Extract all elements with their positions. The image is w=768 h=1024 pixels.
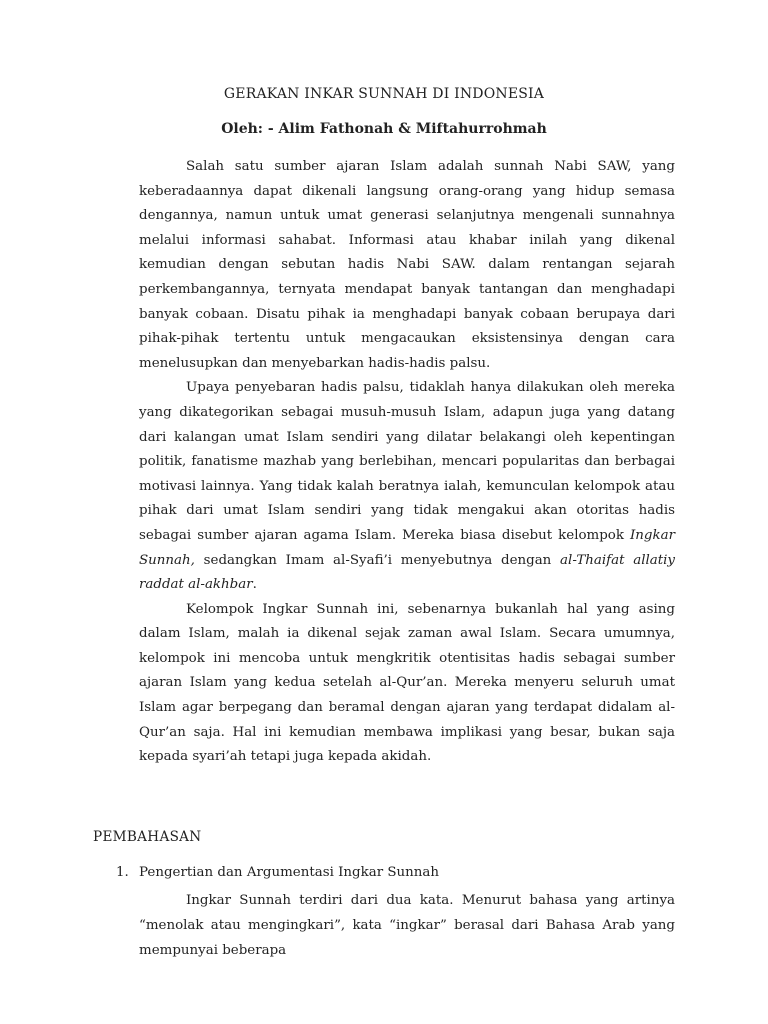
intro-body	[139, 155, 675, 770]
list-item-paragraph: Ingkar Sunnah terdiri dari dua kata. Menurut bahasa yang artinya “menolak atau mengingkari”, kata “ingkar” berasal dari Bahasa Arab yang mempunyai beberapa	[139, 893, 675, 958]
intro-paragraph-2	[139, 376, 675, 597]
intro-paragraph-2-end: .	[252, 577, 257, 593]
intro-paragraph-1: Salah satu sumber ajaran Islam adalah sunnah Nabi SAW, yang keberadaannya dapat dikenali langsung orang-orang yang hidup semasa dengannya, namun untuk umat generasi selanjutnya mengenali sunnahnya melalui informasi sahabat. Informasi atau khabar inilah yang dikenal kemudian dengan sebutan hadis Nabi SAW. dalam rentangan sejarah perkembangannya, ternyata mendapat banyak tantangan dan menghadapi banyak cobaan. Disatu pihak ia menghadapi banyak cobaan berupaya dari pihak-pihak tertentu untuk mengacaukan eksistensinya dengan cara menelusupkan dan menyebarkan hadis-hadis palsu.	[139, 159, 675, 371]
document-title: GERAKAN INKAR SUNNAH DI INDONESIA	[223, 86, 545, 102]
term-al-thaifat: al-Thaifat allatiy raddat al-akhbar	[139, 552, 675, 593]
intro-paragraph-2-text: Upaya penyebaran hadis palsu, tidaklah hanya dilakukan oleh mereka yang dikategorikan sebagai musuh-musuh Islam, adapun juga yang datang dari kalangan umat Islam sendiri yang dilatar belakangi oleh kepentingan politik, fanatisme mazhab yang berlebihan, mencari popularitas dan berbagai motivasi lainnya. Yang tidak kalah beratnya ialah, kemunculan kelompok atau pihak dari umat Islam sendiri yang tidak mengakui akan otoritas hadis sebagai sumber ajaran agama Islam. Mereka biasa disebut kelompok	[139, 380, 675, 543]
list-item-title: Pengertian dan Argumentasi Ingkar Sunnah	[139, 865, 440, 880]
intro-paragraph-3: Kelompok Ingkar Sunnah ini, sebenarnya bukanlah hal yang asing dalam Islam, malah ia dikenal sejak zaman awal Islam. Secara umumnya, kelompok ini mencoba untuk mengkritik otentisitas hadis sebagai sumber ajaran Islam yang kedua setelah al-Qur’an. Mereka menyeru seluruh umat Islam agar berpegang dan beramal dengan ajaran yang terdapat didalam al-Qur’an saja. Hal ini kemudian membawa implikasi yang besar, bukan saja kepada syari’ah tetapi juga kepada akidah.	[139, 601, 675, 765]
section-heading: PEMBAHASAN	[93, 829, 202, 845]
document-author: Oleh: - Alim Fathonah & Miftahurrohmah	[221, 121, 547, 137]
list-item-body	[139, 888, 675, 963]
term-ingkar-sunnah: Ingkar Sunnah,	[139, 527, 675, 568]
intro-paragraph-2-middle: sedangkan Imam al-Syafi’i menyebutnya dengan	[194, 552, 561, 568]
list-item-number: 1.	[116, 865, 129, 880]
